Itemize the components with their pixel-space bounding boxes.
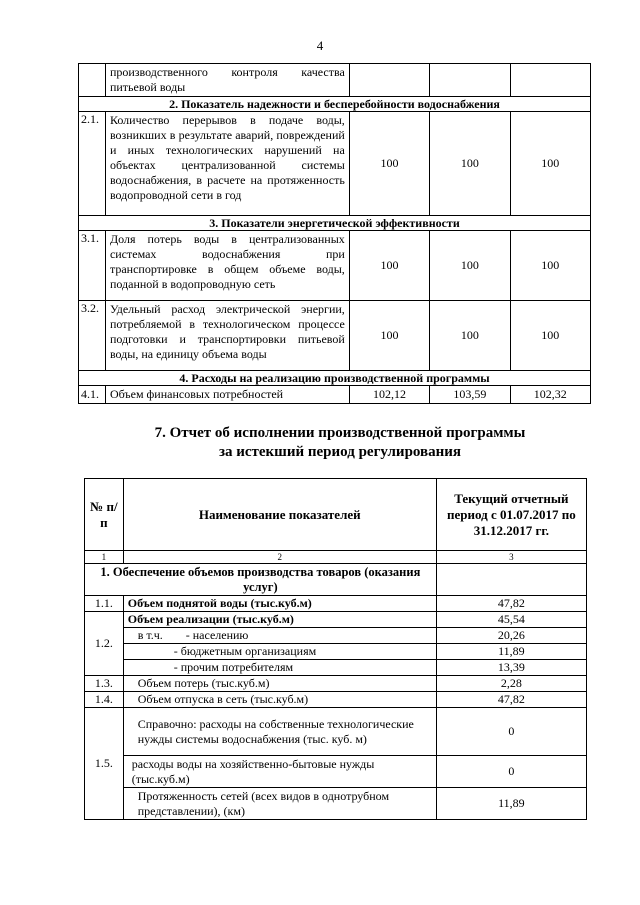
row-number: 1.2. [85, 612, 124, 676]
value-cell: 102,32 [510, 386, 590, 404]
row-number: 3.1. [79, 231, 106, 301]
table-row [85, 788, 587, 820]
row-value: 47,82 [436, 692, 586, 708]
section-heading: 2. Показатель надежности и бесперебойности водоснабжения [79, 97, 591, 112]
table-row [85, 692, 587, 708]
row-number: 1.3. [85, 676, 124, 692]
sub-name: - населению [185, 628, 249, 642]
value-cell [430, 64, 510, 97]
row-number [79, 64, 106, 97]
sub-prefix: в т.ч. [137, 628, 163, 642]
table-row [79, 112, 591, 216]
empty-cell [436, 564, 586, 596]
value-cell: 100 [510, 231, 590, 301]
header-name: Наименование показателей [123, 479, 436, 551]
row-value: 2,28 [436, 676, 586, 692]
value-cell: 100 [349, 112, 429, 216]
row-name: Объем реализации (тыс.куб.м) [123, 612, 436, 628]
table-row [85, 612, 587, 628]
value-cell: 100 [510, 301, 590, 371]
value-cell: 100 [430, 301, 510, 371]
program-report-table [84, 478, 587, 820]
row-name: Протяженность сетей (всех видов в однотрубном представлении), (км) [123, 788, 436, 820]
table-row [79, 386, 591, 404]
section-title-line: 7. Отчет об исполнении производственной программы [154, 425, 526, 441]
section-heading: 1. Обеспечение объемов производства товаров (оказания услуг) [85, 564, 437, 596]
header-number: № п/п [85, 479, 124, 551]
table-row [85, 708, 587, 756]
value-cell: 100 [430, 112, 510, 216]
table-row [85, 756, 587, 788]
row-name: Объем отпуска в сеть (тыс.куб.м) [123, 692, 436, 708]
section-title [0, 424, 640, 462]
section-heading: 4. Расходы на реализацию производственной программы [79, 371, 591, 386]
section-heading: 3. Показатели энергетической эффективности [79, 216, 591, 231]
row-number: 3.2. [79, 301, 106, 371]
table-row [85, 676, 587, 692]
row-value: 20,26 [436, 628, 586, 644]
table-row [79, 301, 591, 371]
page-number: 4 [316, 38, 324, 53]
row-name: - прочим потребителям [123, 660, 436, 676]
section-row [79, 97, 591, 112]
row-number: 4.1. [79, 386, 106, 404]
row-number: 1.4. [85, 692, 124, 708]
index-cell: 1 [85, 551, 124, 564]
index-cell: 3 [436, 551, 586, 564]
row-name: - бюджетным организациям [123, 644, 436, 660]
value-cell [510, 64, 590, 97]
row-description: Количество перерывов в подаче воды, возникших в результате аварий, повреждений и иных технологических нарушений на объектах централизованной системы водоснабжения, в расчете на протяженность водопроводной сети в год [105, 112, 349, 216]
section-row [79, 371, 591, 386]
header-period: Текущий отчетный период с 01.07.2017 по 31.12.2017 гг. [436, 479, 586, 551]
table-row [79, 231, 591, 301]
row-name: Справочно: расходы на собственные технологические нужды системы водоснабжения (тыс. куб. м) [123, 708, 436, 756]
row-description: Объем финансовых потребностей [105, 386, 349, 404]
table-row [85, 596, 587, 612]
value-cell: 102,12 [349, 386, 429, 404]
section-row [79, 216, 591, 231]
row-name: расходы воды на хозяйственно-бытовые нужды (тыс.куб.м) [123, 756, 436, 788]
row-number: 2.1. [79, 112, 106, 216]
row-value: 0 [436, 756, 586, 788]
value-cell [349, 64, 429, 97]
table-row [85, 660, 587, 676]
section-row [85, 564, 587, 596]
value-cell: 100 [349, 231, 429, 301]
row-value: 11,89 [436, 788, 586, 820]
row-name: Объем поднятой воды (тыс.куб.м) [123, 596, 436, 612]
section-title-line: за истекший период регулирования [218, 444, 462, 460]
value-cell: 103,59 [430, 386, 510, 404]
row-value: 11,89 [436, 644, 586, 660]
row-number: 1.5. [85, 708, 124, 820]
row-name: Объем потерь (тыс.куб.м) [123, 676, 436, 692]
table-row [79, 64, 591, 97]
value-cell: 100 [430, 231, 510, 301]
value-cell: 100 [510, 112, 590, 216]
row-value: 0 [436, 708, 586, 756]
row-number: 1.1. [85, 596, 124, 612]
row-name [123, 628, 436, 644]
index-row [85, 551, 587, 564]
indicators-table [78, 63, 591, 404]
table-row [85, 644, 587, 660]
value-cell: 100 [349, 301, 429, 371]
row-description: Удельный расход электрической энергии, потребляемой в технологическом процессе подготовки и транспортировки питьевой воды, на единицу объема воды [105, 301, 349, 371]
row-value: 47,82 [436, 596, 586, 612]
row-description: Доля потерь воды в централизованных системах водоснабжения при транспортировке в общем объеме воды, поданной в водопроводную сеть [105, 231, 349, 301]
row-description: производственного контроля качества питьевой воды [105, 64, 349, 97]
header-row [85, 479, 587, 551]
row-value: 13,39 [436, 660, 586, 676]
row-value: 45,54 [436, 612, 586, 628]
index-cell: 2 [123, 551, 436, 564]
table-row [85, 628, 587, 644]
